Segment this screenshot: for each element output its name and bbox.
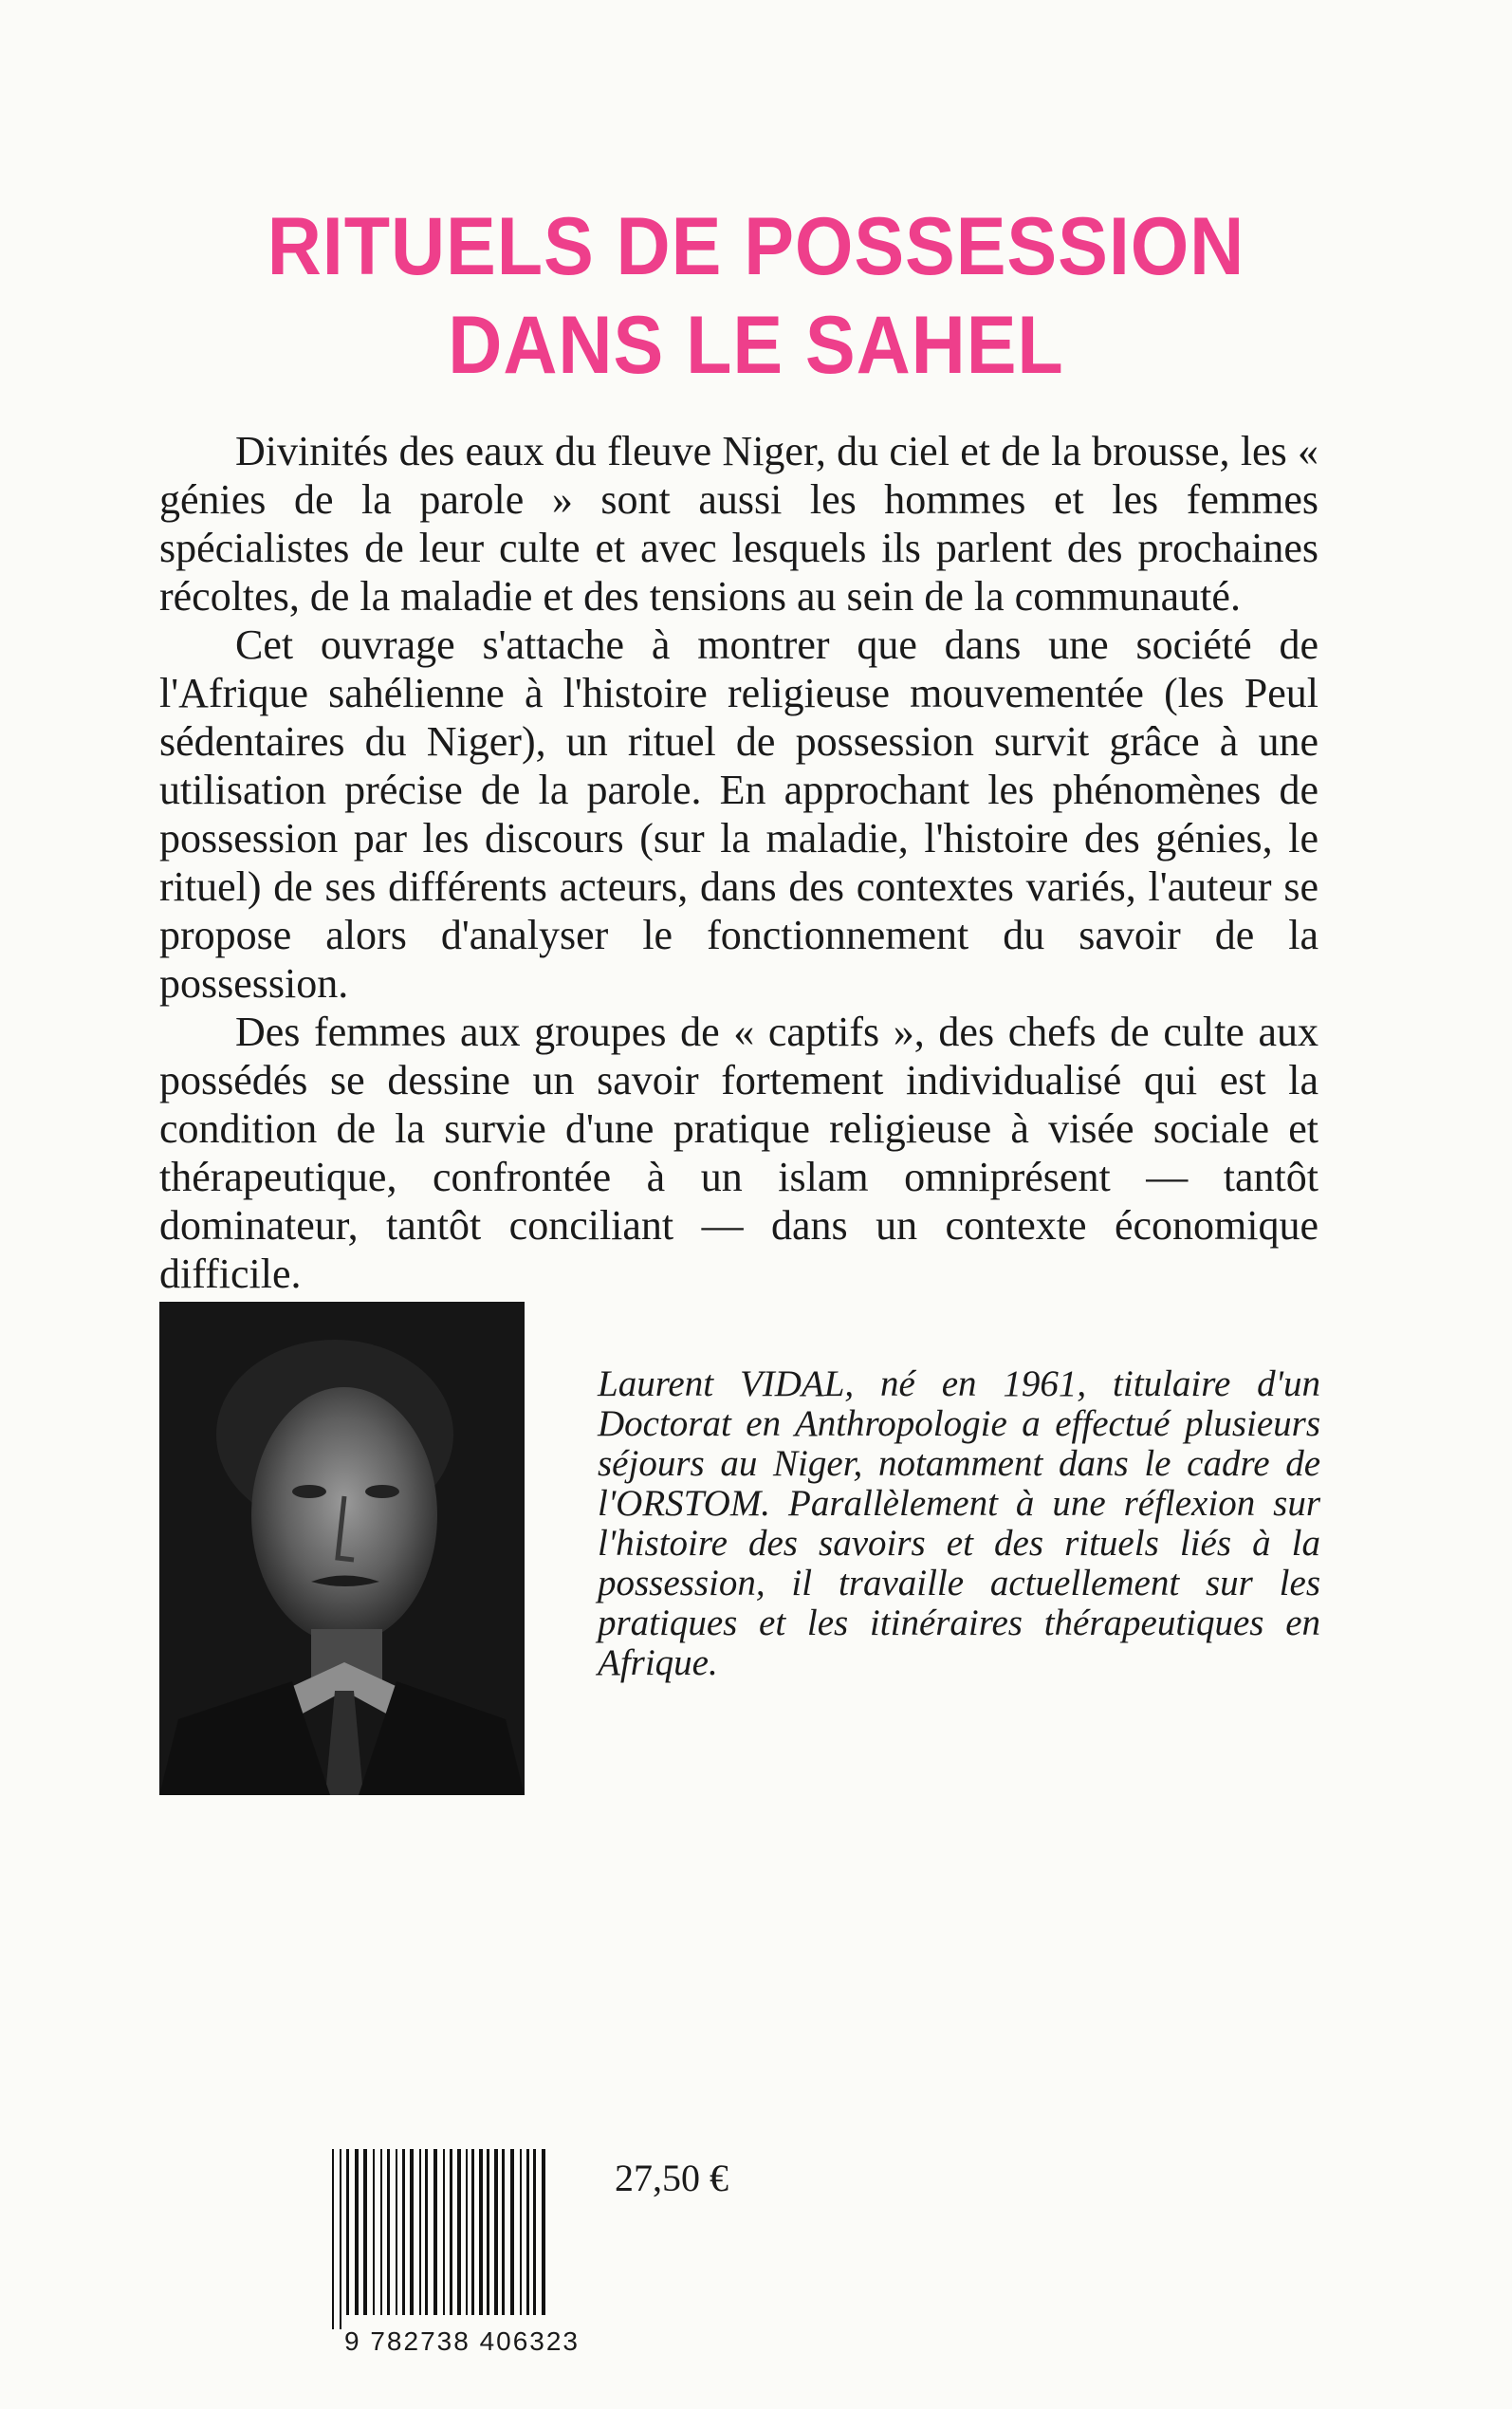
barcode-bar <box>380 2149 382 2315</box>
barcode-bar <box>346 2149 349 2315</box>
book-title <box>61 197 1451 395</box>
barcode-bar <box>410 2149 414 2315</box>
barcode-bar <box>466 2149 468 2315</box>
barcode-bar <box>402 2149 405 2315</box>
barcode-bar <box>425 2149 428 2315</box>
barcode-bar <box>510 2149 514 2315</box>
barcode-bar <box>332 2149 334 2329</box>
barcode-bar <box>487 2149 489 2315</box>
author-bio: Laurent VIDAL, né en 1961, titulaire d'un Doctorat en Anthropologie a effectué plusieurs séjours au Niger, notamment dans le cadre de l'ORSTOM. Parallèlement à une réflexion sur l'histoire des savoirs et des rituels liés à la possession, il travaille actuellement sur les pratiques et les itinéraires thérapeutiques en Afrique. <box>598 1363 1320 1683</box>
barcode-bar <box>502 2149 505 2315</box>
blurb-paragraph-2: Cet ouvrage s'attache à montrer que dans une société de l'Afrique sahélienne à l'histoire religieuse mouvementée (les Peul sédentaires du Niger), un rituel de possession survit grâce à une utilisation précise de la parole. En approchant les phénomènes de possession par les discours (sur la maladie, l'histoire des génies, le rituel) de ses différents acteurs, dans des contextes variés, l'auteur se propose alors d'analyser le fonctionnement du savoir de la possession. <box>159 621 1318 1007</box>
barcode-bar <box>533 2149 536 2315</box>
barcode-bars <box>324 2149 599 2329</box>
barcode-bar <box>479 2149 483 2315</box>
author-photo <box>159 1302 525 1795</box>
barcode-bar <box>396 2149 397 2315</box>
price: 27,50 € <box>615 2157 728 2199</box>
barcode-bar <box>443 2149 445 2315</box>
barcode-bar <box>526 2149 529 2315</box>
barcode-bar <box>520 2149 522 2315</box>
barcode-bar <box>433 2149 437 2315</box>
book-blurb <box>159 427 1318 1298</box>
barcode-bar <box>387 2149 390 2315</box>
barcode-bar <box>450 2149 452 2315</box>
barcode-bar <box>471 2149 474 2315</box>
barcode-bar <box>457 2149 461 2315</box>
isbn-number: 9 782738 406323 <box>344 2326 580 2356</box>
barcode-bar <box>340 2149 341 2329</box>
barcode-bar <box>419 2149 421 2315</box>
barcode-bar <box>373 2149 375 2315</box>
barcode-bar <box>494 2149 498 2315</box>
blurb-paragraph-3: Des femmes aux groupes de « captifs », des chefs de culte aux possédés se dessine un savoir fortement individualisé qui est la condition de la survie d'une pratique religieuse à visée sociale et thérapeutique, confrontée à un islam omniprésent — tantôt dominateur, tantôt conciliant — dans un contexte économique difficile. <box>159 1009 1318 1297</box>
barcode-bar <box>542 2149 545 2315</box>
blurb-paragraph-1: Divinités des eaux du fleuve Niger, du ciel et de la brousse, les « génies de la parole » sont aussi les hommes et les femmes spécialistes de leur culte et avec lesquels ils parlent des prochaines récoltes, de la maladie et des tensions au sein de la communauté. <box>159 428 1318 620</box>
book-title-line-2: DANS LE SAHEL <box>448 300 1064 391</box>
book-title-line-1: RITUELS DE POSSESSION <box>267 201 1245 292</box>
barcode-bar <box>363 2149 367 2315</box>
barcode-bar <box>355 2149 359 2315</box>
author-portrait-image <box>159 1302 525 1795</box>
